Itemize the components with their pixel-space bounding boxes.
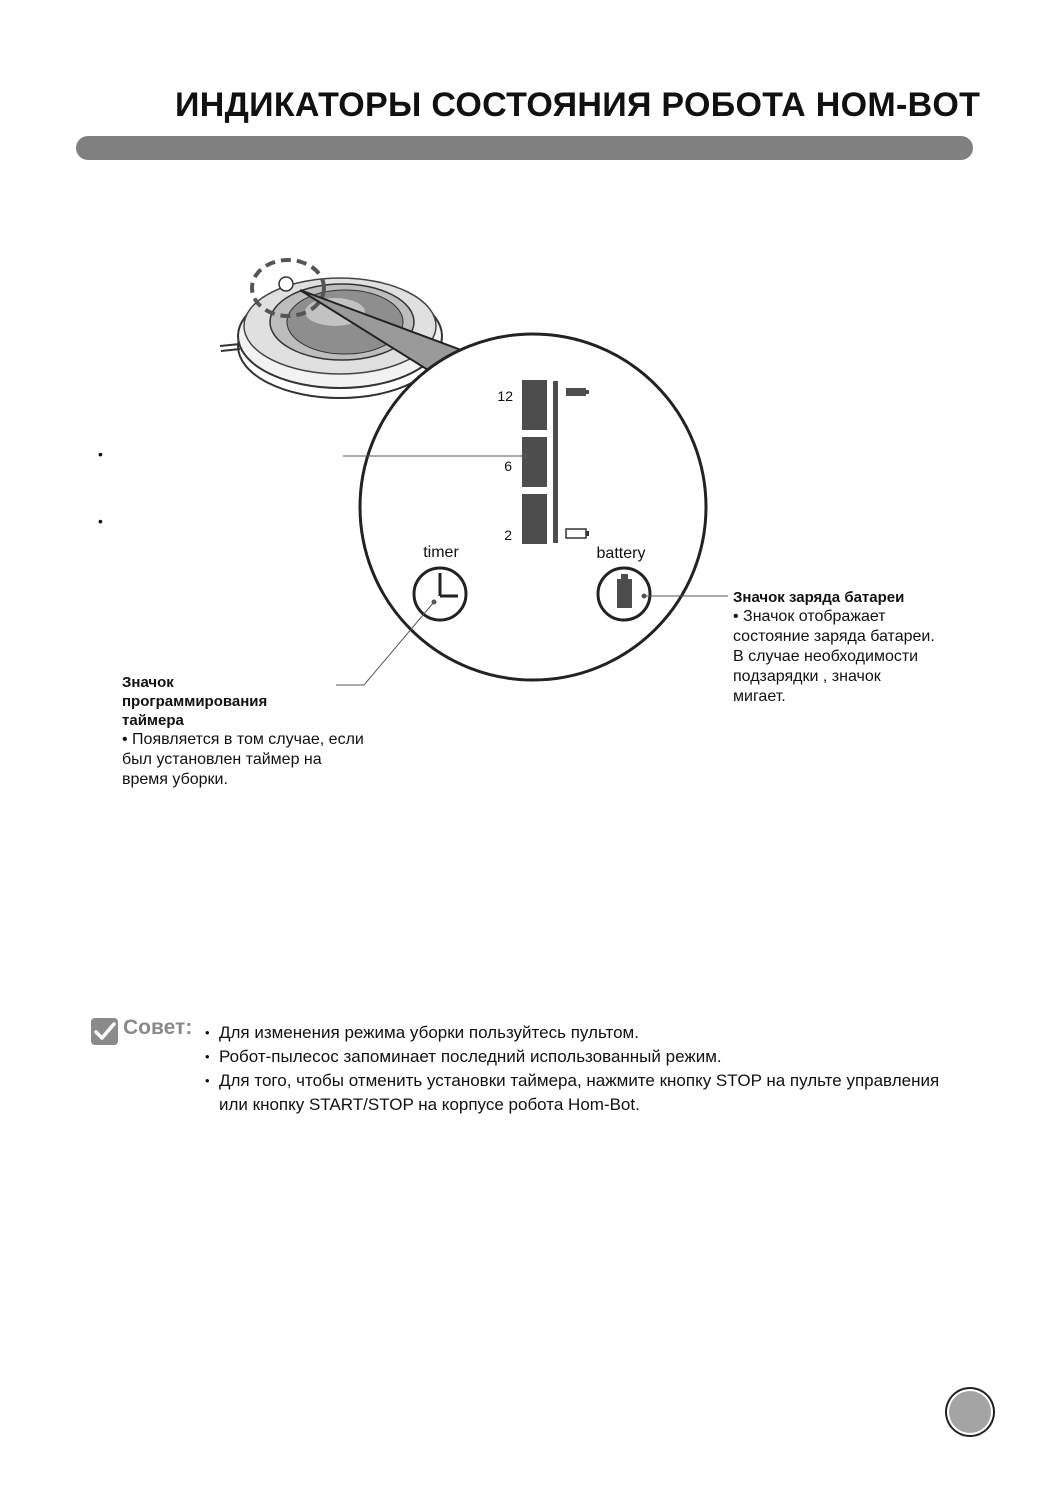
- tip-item: • Для изменения режима уборки пользуйтесь пультом.: [205, 1021, 965, 1045]
- timer-callout-title: Значок программирования таймера: [122, 674, 268, 729]
- battery-callout-body: • Значок отображает состояние заряда батареи. В случае необходимости подзарядки , значок мигает.: [733, 608, 935, 705]
- timer-callout-body: • Появляется в том случае, если был установлен таймер на время уборки.: [122, 731, 364, 788]
- tip-list: [205, 1021, 965, 1117]
- level-bar: [522, 380, 547, 430]
- scale-label: 2: [504, 527, 512, 543]
- page-number-badge: [949, 1391, 991, 1433]
- timer-label: timer: [423, 544, 459, 561]
- battery-empty-icon: [566, 529, 589, 538]
- scale-label: 12: [497, 388, 513, 404]
- level-bar: [522, 494, 547, 544]
- level-line: [553, 381, 558, 543]
- battery-callout: [733, 588, 1013, 707]
- battery-icon: [598, 568, 650, 620]
- battery-callout-title: Значок заряда батареи: [733, 589, 905, 606]
- timer-callout: [122, 673, 422, 790]
- checkmark-icon: [91, 1018, 118, 1045]
- bullet-marker: •: [98, 513, 103, 529]
- level-bar: [522, 437, 547, 487]
- tip-label: Совет:: [123, 1016, 193, 1039]
- tip-item: • Для того, чтобы отменить установки таймера, нажмите кнопку STOP на пульте управления или кнопку START/STOP на корпусе робота Hom-Bot.: [205, 1069, 965, 1117]
- scale-label: 6: [504, 458, 512, 474]
- battery-label: battery: [596, 545, 646, 562]
- tip-item: • Робот-пылесос запоминает последний использованный режим.: [205, 1045, 965, 1069]
- bullet-marker: •: [98, 446, 103, 462]
- clock-icon: [414, 568, 466, 620]
- page-title: ИНДИКАТОРЫ СОСТОЯНИЯ РОБОТА HOM-BOT: [175, 86, 981, 124]
- robot-illustration: [220, 260, 442, 398]
- battery-full-icon: [566, 388, 589, 396]
